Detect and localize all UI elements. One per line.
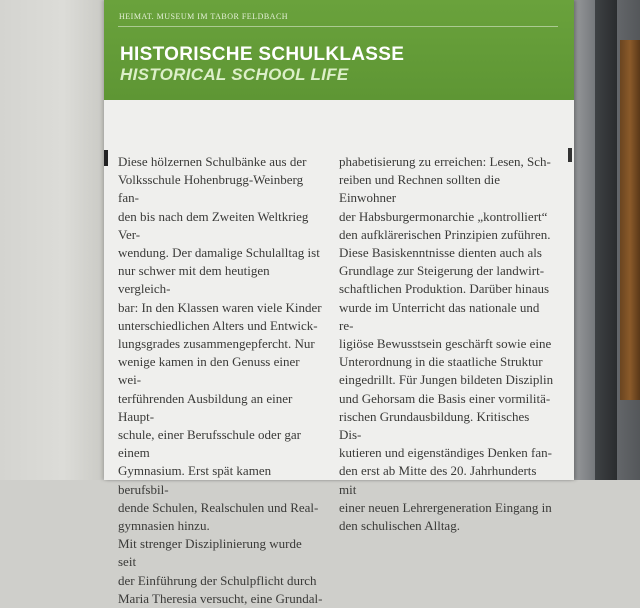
museum-info-panel <box>104 0 574 606</box>
body-text-left: Diese hölzernen Schulbänke aus der Volksschule Hohenbrugg-Weinberg fan- den bis nach dem Zweiten Weltkrieg Ver- wendung. Der damalige Schulalltag ist nur schwer mit dem heutigen vergleich- bar: In den Klassen waren viele Kinder unterschiedlichen Alters und Entwick- lungsgrades zusammengepfercht. Nur wenige kamen in den Genuss einer wei- terführenden Ausbildung an einer Haupt- schule, einer Berufsschule oder gar einem Gymnasium. Erst spät kamen berufsbil- dende Schulen, Realschulen und Real- gymnasien hinzu. Mit strenger Disziplinierung wurde seit der Einführung der Schulpflicht durch Maria Theresia versucht, eine Grundal- <box>118 154 323 606</box>
title-english: HISTORICAL SCHOOL LIFE <box>120 65 349 84</box>
panel-header <box>104 0 574 100</box>
text-column-right <box>339 153 554 535</box>
museum-breadcrumb: HEIMAT. MUSEUM IM TABOR FELDBACH <box>119 12 289 21</box>
text-column-left <box>118 153 323 608</box>
display-frame-edge <box>595 0 617 480</box>
panel-clip-left <box>104 150 108 166</box>
wall-left <box>0 0 106 480</box>
header-divider <box>118 26 558 27</box>
title-german: HISTORISCHE SCHULKLASSE <box>120 44 405 65</box>
wooden-post <box>620 40 640 400</box>
body-text-right: phabetisierung zu erreichen: Lesen, Sch- reiben und Rechnen sollten die Einwohner der Habsburgermonarchie „kontrolliert“ den aufklärerischen Prinzipien zuführen. Diese Basiskenntnisse dienten auch als Grundlage zur Steigerung der landwirt- schaftlichen Produktion. Darüber hinaus wurde im Unterricht das nationale und re- ligiöse Bewusstsein geschärft sowie eine Unterordnung in die staatliche Struktur eingedrillt. Für Jungen bildeten Disziplin und Gehorsam die Basis einer vormilitä- rischen Grundausbildung. Kritisches Dis- kutieren und eigenständiges Denken fan- den erst ab Mitte des 20. Jahrhunderts mit einer neuen Lehrergeneration Eingang in den schulischen Alltag. <box>339 154 554 534</box>
panel-clip-right <box>568 148 572 162</box>
